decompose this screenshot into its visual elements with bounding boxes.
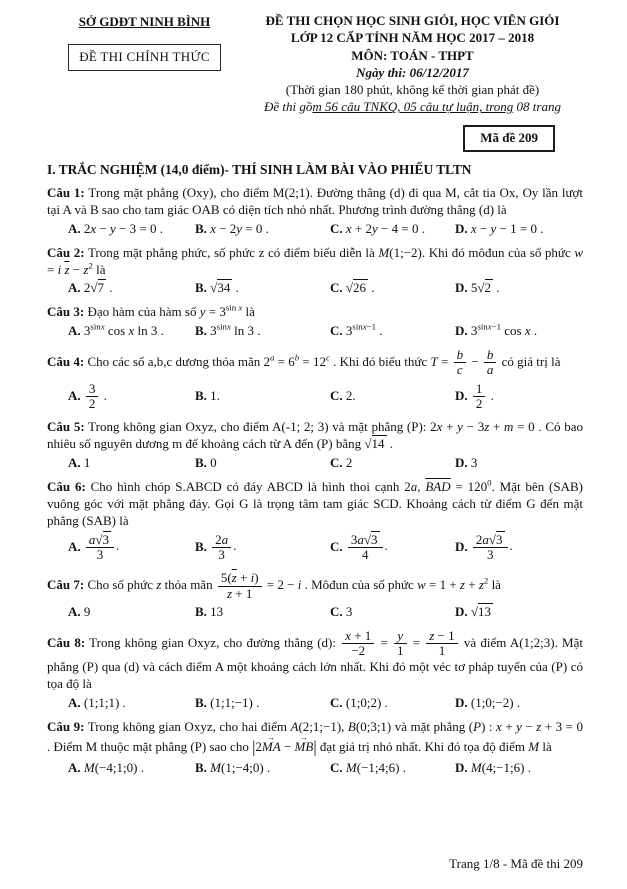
option-key: C. xyxy=(330,280,343,296)
question-9-option-d xyxy=(455,760,583,777)
question-7-option-c xyxy=(330,604,455,621)
question-6-option-c xyxy=(330,532,455,564)
question-9-option-a xyxy=(68,760,195,777)
question-3 xyxy=(47,304,583,340)
duration-note: (Thời gian 180 phút, không kể thời gian phát đề) xyxy=(285,82,540,98)
question-1-option-a xyxy=(68,221,195,238)
question-4-option-d xyxy=(455,381,583,413)
subject-line: MÔN: TOÁN - THPT xyxy=(351,47,474,63)
option-key: C. xyxy=(330,695,343,711)
question-5-label: Câu 5: xyxy=(47,419,85,435)
option-value: $\frac{1}{2}$ . xyxy=(471,388,494,403)
option-value: (1;0;−2) . xyxy=(470,695,521,711)
option-key: B. xyxy=(195,603,207,619)
option-value: M(4;−1;6) . xyxy=(470,759,531,775)
question-2-label: Câu 2: xyxy=(47,244,85,260)
option-value: $\frac{3a√3}{4}$ . xyxy=(346,538,388,553)
question-1-label: Câu 1: xyxy=(47,185,85,200)
question-7-option-b xyxy=(195,604,330,621)
structure-note-post: 08 trang xyxy=(513,99,561,115)
option-key: C. xyxy=(330,220,343,236)
option-value: √34 . xyxy=(210,280,239,296)
option-value: x − 2y = 0 . xyxy=(210,220,269,236)
question-5-text xyxy=(47,419,583,453)
question-9-options xyxy=(47,760,583,777)
option-key: C. xyxy=(330,323,343,339)
question-6-body: Cho hình chóp S.ABCD có đáy ABCD là hình thoi cạnh 2a, $\overline{BAD} = 120^0$. Mặt bên (SAB) vuông góc với mặt phẳng đáy. Gọi G là trọng tâm tam giác SCD. Khoảng cách từ điểm G đến mặt phẳng (SAB) là xyxy=(47,477,583,528)
question-4-body: Cho các số a,b,c dương thỏa mãn $2^a = 6^b = 12^c$ . Khi đó biểu thức T = $\frac{b}{c}$ − $\frac{b}{a}$ có giá trị là xyxy=(87,347,561,378)
question-9-body: Trong không gian Oxyz, cho hai điểm A(2;1;−1), B(0;3;1) và mặt phẳng (P) : x + y − z + 3 = 0 . Điểm M thuộc mặt phẳng (P) sao cho |2MA → − MB →| đạt giá trị nhỏ nhất. Khi đó tọa độ điểm M là xyxy=(47,719,583,754)
official-exam-box: ĐỀ THI CHÍNH THỨC xyxy=(68,44,221,71)
option-value: √13 xyxy=(470,603,492,619)
option-key: B. xyxy=(195,280,207,296)
question-5 xyxy=(47,419,583,472)
option-value: $3^{sinx-1}$ . xyxy=(345,321,383,339)
question-8-option-c xyxy=(330,695,455,712)
question-8-options xyxy=(47,695,583,712)
question-7-text xyxy=(47,570,583,602)
question-3-option-a xyxy=(68,323,195,340)
option-key: A. xyxy=(68,759,81,775)
question-3-option-b xyxy=(195,323,330,340)
option-key: B. xyxy=(195,538,207,554)
option-value: (1;1;−1) . xyxy=(210,695,260,711)
option-key: C. xyxy=(330,759,343,775)
option-value: 3 xyxy=(345,603,353,619)
page-footer: Trang 1/8 - Mã đề thi 209 xyxy=(449,856,583,872)
question-6-option-a xyxy=(68,532,195,564)
exam-title-line2: LỚP 12 CẤP TỈNH NĂM HỌC 2017 – 2018 xyxy=(290,30,535,46)
option-value: x + 2y − 4 = 0 . xyxy=(345,220,425,236)
exam-date-line: Ngày thi: 06/12/2017 xyxy=(356,64,469,80)
question-8-option-b xyxy=(195,695,330,712)
question-2-option-d xyxy=(455,280,583,297)
option-value: $\frac{2a√3}{3}$ . xyxy=(471,538,513,553)
option-value: M(1;−4;0) . xyxy=(210,759,271,775)
question-5-option-d xyxy=(455,455,583,472)
option-key: D. xyxy=(455,455,468,471)
option-value: (1;0;2) . xyxy=(345,695,388,711)
option-key: C. xyxy=(330,455,343,471)
question-6-option-b xyxy=(195,532,330,564)
option-value: 2. xyxy=(345,388,356,404)
option-value: 3 xyxy=(470,455,478,471)
option-key: D. xyxy=(455,220,468,236)
question-8-text xyxy=(47,628,583,693)
structure-note-underlined: m 56 câu TNKQ, 05 câu tự luận, trong xyxy=(312,99,514,115)
question-2 xyxy=(47,245,583,298)
option-value: 5√2 . xyxy=(470,280,500,296)
question-8 xyxy=(47,628,583,712)
question-7-body: Cho số phức z thỏa mãn $\frac{5(\overline{z} + i)}{z + 1}$ = 2 − i . Môđun của số phức $w = 1 + z + z^2$ là xyxy=(87,570,501,601)
question-2-text xyxy=(47,245,583,279)
question-8-option-d xyxy=(455,695,583,712)
option-value: 13 xyxy=(210,603,224,619)
option-key: D. xyxy=(455,759,468,775)
option-value: √26 . xyxy=(345,280,375,296)
option-key: A. xyxy=(68,387,81,403)
question-9-text xyxy=(47,719,583,758)
option-value: 9 xyxy=(83,603,91,619)
question-6-label: Câu 6: xyxy=(47,478,86,494)
option-key: D. xyxy=(455,387,468,403)
option-key: C. xyxy=(330,388,343,404)
question-9 xyxy=(47,719,583,776)
question-3-body: Đạo hàm của hàm số $y = 3^{sin x}$ là xyxy=(87,303,255,320)
option-key: D. xyxy=(455,323,468,339)
option-value: $\frac{3}{2}$ . xyxy=(84,388,107,403)
option-value: x − y − 1 = 0 . xyxy=(470,220,544,236)
exam-code-row xyxy=(47,125,583,152)
question-4-label: Câu 4: xyxy=(47,353,85,369)
option-key: A. xyxy=(68,455,81,471)
question-3-option-d xyxy=(455,323,583,340)
question-8-label: Câu 8: xyxy=(47,634,86,650)
option-value: 2x − y − 3 = 0 . xyxy=(83,220,163,236)
question-7-option-a xyxy=(68,604,195,621)
option-value: 1. xyxy=(210,388,220,404)
question-7-options xyxy=(47,604,583,621)
header-left-block xyxy=(47,12,242,116)
question-9-option-b xyxy=(195,760,330,777)
question-3-options xyxy=(47,323,583,340)
question-1-option-b xyxy=(195,221,330,238)
option-value: $3^{sinx-1}$ cos x . xyxy=(470,321,538,339)
option-value: (1;1;1) . xyxy=(83,695,126,711)
exam-code-badge: Mã đề 209 xyxy=(463,125,555,152)
option-value: $3^{sinx}$ ln 3 . xyxy=(210,321,261,339)
question-5-body: Trong không gian Oxyz, cho điểm A(-1; 2; 3) và mặt phẳng (P): 2x + y − 3z + m = 0 . Có bao nhiêu số nguyên dương m để khoảng cách từ A đến (P) bằng √14 . xyxy=(47,419,583,452)
option-key: A. xyxy=(68,695,81,711)
option-value: $\frac{2a}{3}$ . xyxy=(210,538,236,553)
question-4-text xyxy=(47,347,583,379)
option-key: B. xyxy=(195,759,207,775)
question-2-option-b xyxy=(195,280,330,297)
option-key: A. xyxy=(68,220,81,236)
question-6-options xyxy=(47,532,583,564)
question-1-body: Trong mặt phẳng (Oxy), cho điểm M(2;1). Đường thẳng (d) đi qua M, cắt tia Ox, Oy lần lượt tại A và B sao cho tam giác OAB có diện tích nhỏ nhất. Phương trình đường thẳng (d) là xyxy=(47,185,584,217)
question-5-option-c xyxy=(330,455,455,472)
question-8-body: Trong không gian Oxyz, cho đường thẳng (d): $\frac{x + 1}{-2}$ = $\frac{y}{1}$ = $\frac{z - 1}{1}$ và điểm A(1;2;3). Mặt phẳng (P) qua (d) và cách điểm A một khoảng cách lớn nhất. Khi đó một véc tơ pháp tuyến của (P) có tọa độ là xyxy=(47,627,583,692)
option-key: C. xyxy=(330,603,343,619)
question-4 xyxy=(47,347,583,412)
option-key: B. xyxy=(195,695,207,711)
option-key: A. xyxy=(68,323,81,339)
option-key: D. xyxy=(455,603,468,619)
option-key: C. xyxy=(330,538,343,554)
option-value: 0 xyxy=(210,455,217,471)
exam-structure-note xyxy=(242,98,583,115)
option-key: D. xyxy=(455,538,468,554)
structure-note-pre: Đề thi gồ xyxy=(264,99,313,115)
question-4-option-a xyxy=(68,381,195,413)
question-5-options xyxy=(47,455,583,472)
exam-header xyxy=(47,12,583,116)
question-3-option-c xyxy=(330,323,455,340)
question-5-option-b xyxy=(195,455,330,472)
option-key: A. xyxy=(68,280,81,296)
question-2-body: Trong mặt phẳng phức, số phức z có điểm biểu diễn là M(1;−2). Khi đó môđun của số phức w = i $\overline{z} - z^2$ là xyxy=(47,244,584,277)
option-key: D. xyxy=(455,695,468,711)
question-1-text xyxy=(47,185,583,219)
option-key: A. xyxy=(68,538,81,554)
question-4-option-c xyxy=(330,388,455,405)
option-value: $3^{sinx}$ cos x ln 3 . xyxy=(83,321,164,339)
question-6 xyxy=(47,479,583,563)
option-value: 1 xyxy=(83,455,91,471)
question-7 xyxy=(47,570,583,620)
question-2-options xyxy=(47,280,583,297)
question-3-label: Câu 3: xyxy=(47,304,85,320)
question-7-option-d xyxy=(455,604,583,621)
question-3-text xyxy=(47,304,583,321)
option-key: B. xyxy=(195,323,207,339)
question-2-option-c xyxy=(330,280,455,297)
question-1-option-d xyxy=(455,221,583,238)
option-value: M(−1;4;6) . xyxy=(345,759,406,775)
question-9-option-c xyxy=(330,760,455,777)
question-1-option-c xyxy=(330,221,455,238)
option-value: 2 xyxy=(345,455,353,471)
section-heading: I. TRẮC NGHIỆM (14,0 điểm)- THÍ SINH LÀM BÀI VÀO PHIẾU TLTN xyxy=(47,161,472,177)
option-value: 2√7 . xyxy=(83,280,113,296)
header-right-block xyxy=(242,12,583,116)
option-key: B. xyxy=(195,455,207,471)
option-key: A. xyxy=(68,603,81,619)
question-6-text xyxy=(47,479,583,530)
question-7-label: Câu 7: xyxy=(47,577,85,593)
question-4-option-b xyxy=(195,388,330,405)
question-4-options xyxy=(47,381,583,413)
question-1 xyxy=(47,185,583,238)
option-key: D. xyxy=(455,280,468,296)
option-key: B. xyxy=(195,220,207,236)
option-key: B. xyxy=(195,388,207,404)
question-1-options xyxy=(47,221,583,238)
question-2-option-a xyxy=(68,280,195,297)
question-5-option-a xyxy=(68,455,195,472)
question-8-option-a xyxy=(68,695,195,712)
question-9-label: Câu 9: xyxy=(47,719,85,734)
option-value: $\frac{a√3}{3}$ . xyxy=(84,538,119,553)
department-name: SỞ GDĐT NINH BÌNH xyxy=(78,14,211,29)
option-value: M(−4;1;0) . xyxy=(83,759,144,775)
question-6-option-d xyxy=(455,532,583,564)
exam-title-line1: ĐỀ THI CHỌN HỌC SINH GIỎI, HỌC VIÊN GIỎI xyxy=(265,13,560,28)
